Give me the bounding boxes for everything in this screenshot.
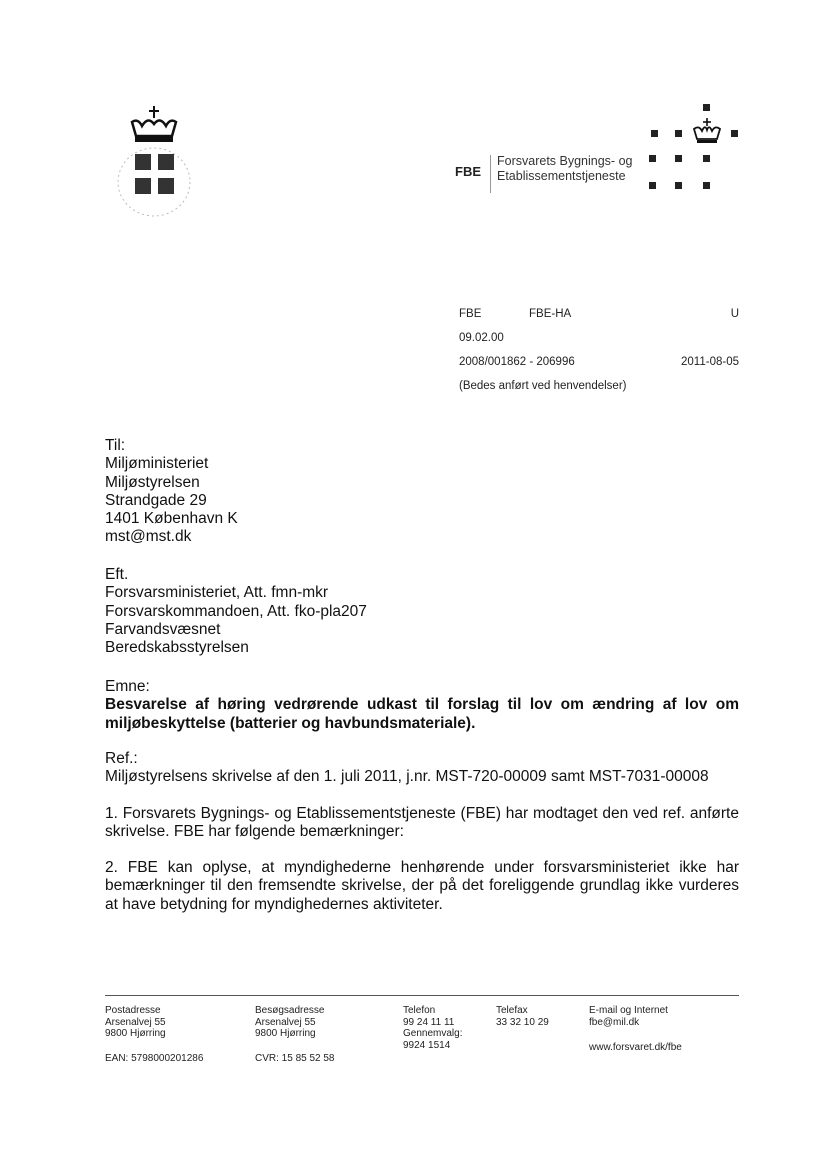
paragraph-2: 2. FBE kan oplyse, at myndighederne henhørende under forsvarsministeriet ikke har bemærkninger til den fremsendte skrivelse, der på det foreliggende grundlag ikke vurderes at have betydning for myndighedernes aktiviteter.: [105, 859, 739, 913]
logo-separator: [490, 155, 491, 193]
footer-telefax: Telefax 33 32 10 29: [496, 1005, 549, 1028]
recipient-address: [105, 437, 238, 547]
ref-case-number: 2008/001862 - 206996: [459, 356, 575, 368]
footer-ean: EAN: 5798000201286: [105, 1053, 204, 1064]
reference-text: Miljøstyrelsens skrivelse af den 1. juli 2011, j.nr. MST-720-00009 samt MST-7031-00008: [105, 768, 709, 786]
logo-square: [675, 155, 682, 162]
address-line: Strandgade 29: [105, 491, 207, 509]
logo-square: [703, 104, 710, 111]
crown-icon: [691, 118, 723, 149]
reference-label: Ref.:: [105, 750, 138, 767]
logo-square: [649, 155, 656, 162]
paragraph-1: 1. Forsvarets Bygnings- og Etablissementstjeneste (FBE) har modtaget den ved ref. anførte skrivelse. FBE har følgende bemærkninger:: [105, 805, 739, 841]
footer-email: E-mail og Internet fbe@mil.dk: [589, 1005, 668, 1028]
fbe-logo: [455, 100, 755, 200]
ref-note: (Bedes anført ved henvendelser): [459, 380, 627, 392]
copy-line: Forsvarskommandoen, Att. fko-pla207: [105, 602, 367, 620]
subject-text: Besvarelse af høring vedrørende udkast til forslag til lov om ændring af lov om miljøbeskyttelse (batterier og havbundsmateriale).: [105, 696, 739, 732]
reference-section: [105, 750, 745, 787]
logo-square: [675, 130, 682, 137]
logo-square: [703, 182, 710, 189]
address-line: Miljøstyrelsen: [105, 473, 200, 491]
ref-office: FBE: [459, 308, 482, 320]
copy-line: Farvandsvæsnet: [105, 620, 221, 638]
logo-square: [649, 182, 656, 189]
ref-classification: U: [730, 308, 739, 320]
copy-recipients: [105, 566, 367, 657]
copy-line: Forsvarsministeriet, Att. fmn-mkr: [105, 584, 329, 602]
footer-divider: [105, 995, 739, 996]
ref-journal-code: 09.02.00: [459, 332, 504, 344]
logo-square: [731, 130, 738, 137]
copy-label: Eft.: [105, 566, 129, 583]
footer-email-link[interactable]: fbe@mil.dk: [589, 1016, 640, 1028]
logo-square: [703, 155, 710, 162]
recipient-label: Til:: [105, 437, 126, 454]
reference-block: [459, 308, 739, 404]
address-line: Miljøministeriet: [105, 455, 209, 473]
footer-visiting-address: Besøgsadresse Arsenalvej 55 9800 Hjørring: [255, 1005, 325, 1040]
subject-section: [105, 678, 739, 733]
address-line: 1401 København K: [105, 510, 238, 528]
footer-postal-address: Postadresse Arsenalvej 55 9800 Hjørring: [105, 1005, 166, 1040]
footer-cvr: CVR: 15 85 52 58: [255, 1053, 335, 1064]
footer-website-link[interactable]: www.forsvaret.dk/fbe: [589, 1042, 682, 1053]
subject-label: Emne:: [105, 678, 150, 695]
royal-crown-crest-icon: [112, 104, 202, 220]
email-link[interactable]: mst@mst.dk: [105, 528, 192, 546]
ref-unit: FBE-HA: [529, 308, 572, 320]
logo-square: [675, 182, 682, 189]
copy-line: Beredskabsstyrelsen: [105, 639, 249, 657]
logo-square: [651, 130, 658, 137]
footer-telephone: Telefon 99 24 11 11 Gennemvalg: 9924 1514: [403, 1005, 463, 1051]
logo-abbreviation: FBE: [455, 164, 481, 179]
logo-organization-name: Forsvarets Bygnings- og Etablissementstjeneste: [497, 154, 633, 183]
ref-date: 2011-08-05: [681, 356, 739, 368]
